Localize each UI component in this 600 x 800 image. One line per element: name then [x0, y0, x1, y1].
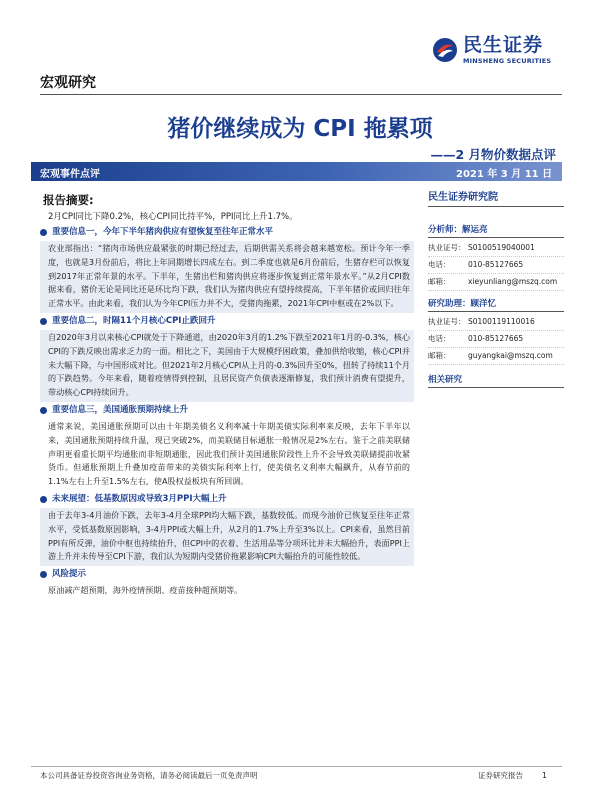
bullet-icon: [40, 318, 47, 325]
report-date: 2021 年 3 月 11 日: [456, 169, 553, 180]
brand-name-en: MINSHENG SECURITIES: [463, 57, 552, 65]
analyst-email-link[interactable]: xieyunliang@mszq.com: [468, 277, 558, 286]
page-number: 1: [542, 771, 547, 780]
info-bar: [31, 162, 562, 181]
minsheng-logo-icon: [432, 37, 458, 63]
section-heading: 重要信息一，今年下半年猪肉供应有望恢复至往年正常水平: [40, 226, 414, 239]
assistant-title: 研究助理：顾洋忆: [428, 297, 564, 312]
report-subtitle: ——2 月物价数据点评: [430, 147, 556, 162]
analyst-license-row: 执业证号： S0100519040001: [428, 240, 564, 257]
analyst-email-row: 邮箱： xieyunliang@mszq.com: [428, 274, 564, 291]
bullet-icon: [40, 571, 47, 578]
assistant-email-link[interactable]: guyangkai@mszq.com: [468, 351, 553, 360]
bullet-icon: [40, 229, 47, 236]
assistant-phone-row: 电话： 010-85127665: [428, 331, 564, 348]
analyst-phone-row: 电话： 010-85127665: [428, 257, 564, 274]
related-research-heading: 相关研究: [428, 373, 564, 388]
footer-page-label: 证券研究报告: [478, 771, 523, 780]
assistant-license-row: 执业证号： S0100119110016: [428, 314, 564, 331]
sidebar-heading: 民生证券研究院: [428, 188, 564, 207]
section-heading: 重要信息三，美国通胀预期持续上升: [40, 404, 414, 417]
analyst-title: 分析师：解运亮: [428, 223, 564, 238]
section-heading: 未来展望：低基数原因或导致3月PPI大幅上升: [40, 493, 414, 506]
brand-logo: [432, 36, 551, 65]
footer-page: [478, 770, 547, 781]
report-title: 猪价继续成为 CPI 拖累项: [167, 116, 433, 142]
assistant-email-row: 邮箱： guyangkai@mszq.com: [428, 348, 564, 365]
section-heading: 风险提示: [40, 568, 414, 581]
footer-divider: [31, 766, 562, 767]
bullet-icon: [40, 407, 47, 414]
lead-paragraph: 2月CPI同比下降0.2%，核心CPI同比持平%，PPI同比上升1.7%。: [48, 212, 298, 222]
brand-name-cn: 民生证券: [463, 34, 544, 56]
section-body: 通常来说，美国通胀预期可以由十年期美债名义利率减十年期美债实际利率来反映，去年下半年以来，美国通胀预期持续升温，现已突破2%，而美联储目标通胀一般情况是2%左右。鉴于之前美联储声明更看重长期平均通胀而非短期通胀，因此我们预计美国通胀阶段性上升不会导致美联储提前收紧货币。但通胀预期上升叠加疫苗带来的美债实际利率上行，使美债名义利率大幅飙升，从春节前的1.1%左右上升至1.5%左右，使A股权益板块有所回调。: [48, 420, 410, 487]
footer-disclaimer: 本公司具备证券投资咨询业务资格，请务必阅读最后一页免责声明: [40, 771, 258, 780]
summary-label: 报告摘要:: [43, 193, 94, 207]
report-type: 宏观事件点评: [40, 169, 100, 180]
sidebar: [428, 188, 564, 388]
main-content: [40, 210, 414, 602]
section-body: 农业部指出：“猪肉市场供应最紧张的时期已经过去，后期供需关系将会越来越宽松。预计今年一季度，也就是3月份前后，将比上年同期增长四成左右。到二季度也就是6月份前后，生猪存栏可以恢复到2017年正常年景的水平。下半年，生猪出栏和猪肉供应将逐步恢复到正常年景水平。”从2月CPI数据来看，猪价无论是同比还是环比均下跌，我们认为猪肉供应有望持续提高，下半年猪价或回归往年正常水平。由此来看，我们认为今年CPI压力并不大，受猪肉拖累，2021年CPI中枢或在2%以下。: [40, 241, 414, 313]
section-body: 自2020年3月以来核心CPI就处于下降通道，由2020年3月的1.2%下跌至2021年1月的-0.3%，核心CPI的下跌反映出需求乏力的一面。相比之下，美国由于大规模纾困政策，叠加供给收缩，核心CPI并未大幅下降，与中国形成对比。但2021年2月核心CPI从上月的-0.3%回升至0%，扭转了持续11个月的下跌趋势。今年来看，随着疫情得到控制，且居民资产负债表逐渐修复，我们预计消费有望提升，带动核心CPI持续回升。: [40, 330, 414, 402]
header-divider: [40, 94, 562, 95]
report-category: 宏观研究: [40, 75, 96, 91]
bullet-icon: [40, 496, 47, 503]
section-body: 原油减产超预期，海外疫情预期、疫苗接种超预期等。: [48, 585, 243, 596]
section-body: 由于去年3-4月油价下跌，去年3-4月全球PPI均大幅下跌，基数较低。而现今油价已恢复至往年正常水平，受低基数原因影响，3-4月PPI或大幅上升，从2月的1.7%上升至3%以上。CPI来看，虽然目前PPI有所反弹，油价中枢也持续抬升，但CPI中的衣着、生活用品等分项环比并未大幅抬升，表面PPI上游上升并未传导至CPI下游，我们认为短期内受猪价拖累影响CPI大幅抬升的可能性较低。: [40, 508, 414, 566]
section-heading: 重要信息二，时隔11个月核心CPI止跌回升: [40, 315, 414, 328]
